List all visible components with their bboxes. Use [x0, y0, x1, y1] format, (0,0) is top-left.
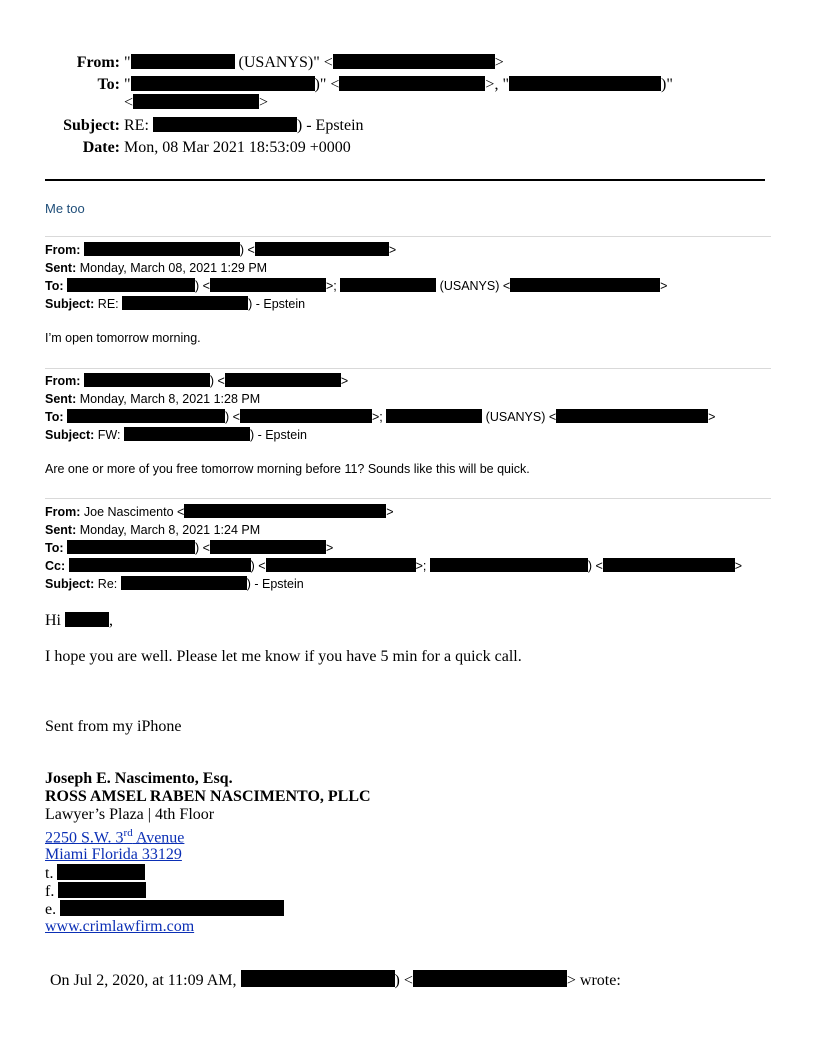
redaction	[153, 117, 297, 132]
redaction	[340, 278, 436, 292]
msg3-sent-from: Sent from my iPhone	[45, 718, 182, 735]
header-to-value: " )" < >, " )"	[124, 76, 673, 93]
redaction	[84, 373, 210, 387]
header-date-label: Date:	[82, 139, 120, 156]
msg2-to-row: To: ) < >; (USANYS) < >	[45, 410, 716, 424]
header-to-row-cont: < >	[124, 94, 269, 111]
signature-email-row: e.	[45, 900, 284, 919]
redaction	[65, 612, 109, 627]
redaction	[603, 558, 735, 572]
redaction	[57, 864, 145, 880]
header-from-label: From:	[76, 54, 120, 71]
message-divider	[45, 498, 771, 499]
redaction	[184, 504, 386, 518]
msg2-body: Are one or more of you free tomorrow morning before 11? Sounds like this will be quick.	[45, 462, 530, 476]
quoted-intro: On Jul 2, 2020, at 11:09 AM, ) < > wrote:	[50, 972, 621, 989]
msg3-to-row: To: ) < >	[45, 541, 334, 555]
redaction	[124, 427, 250, 441]
redaction	[241, 970, 395, 987]
redaction	[60, 900, 284, 916]
redaction	[225, 373, 341, 387]
signature-website-link[interactable]: www.crimlawfirm.com	[45, 918, 195, 935]
redaction	[255, 242, 389, 256]
redaction	[240, 409, 372, 423]
redaction	[131, 76, 315, 91]
redaction	[509, 76, 661, 91]
redaction	[84, 242, 240, 256]
header-from-value: " (USANYS)" < >	[124, 54, 504, 71]
msg1-to-row: To: ) < >; (USANYS) < >	[45, 279, 668, 293]
redaction	[430, 558, 588, 572]
msg3-sent-row: Sent: Monday, March 8, 2021 1:24 PM	[45, 523, 261, 537]
msg2-from-row: From: ) < >	[45, 374, 349, 388]
redaction	[266, 558, 416, 572]
redaction	[58, 882, 146, 898]
redaction	[339, 76, 485, 91]
signature-phone-row: t.	[45, 864, 145, 883]
redaction	[122, 296, 248, 310]
redaction	[386, 409, 482, 423]
redaction	[510, 278, 660, 292]
redaction	[556, 409, 708, 423]
redaction	[210, 278, 326, 292]
msg3-subject-row: Subject: Re: ) - Epstein	[45, 577, 304, 591]
reply-text: Me too	[45, 201, 85, 216]
msg2-sent-row: Sent: Monday, March 8, 2021 1:28 PM	[45, 392, 261, 406]
signature-name: Joseph E. Nascimento, Esq.	[45, 770, 233, 787]
signature-fax-row: f.	[45, 882, 146, 901]
msg3-from-row: From: Joe Nascimento < >	[45, 505, 394, 519]
msg3-body: I hope you are well. Please let me know if you have 5 min for a quick call.	[45, 648, 522, 665]
message-divider	[45, 368, 771, 369]
msg3-greeting: Hi ,	[45, 612, 113, 629]
redaction	[413, 970, 567, 987]
header-divider	[45, 179, 765, 181]
signature-city-link[interactable]: Miami Florida 33129	[45, 846, 182, 863]
message-divider	[45, 236, 771, 237]
msg1-sent-row: Sent: Monday, March 08, 2021 1:29 PM	[45, 261, 268, 275]
redaction	[333, 54, 495, 69]
msg1-subject-row: Subject: RE: ) - Epstein	[45, 297, 306, 311]
header-subject-value: RE: ) - Epstein	[124, 117, 364, 134]
header-date-value: Mon, 08 Mar 2021 18:53:09 +0000	[124, 139, 351, 156]
msg1-body: I’m open tomorrow morning.	[45, 331, 201, 345]
redaction	[67, 409, 225, 423]
signature-address-link[interactable]: 2250 S.W. 3rd Avenue	[45, 827, 185, 847]
signature-office: Lawyer’s Plaza | 4th Floor	[45, 806, 215, 823]
redaction	[133, 94, 259, 109]
header-subject-label: Subject:	[63, 117, 120, 134]
msg3-cc-row: Cc: ) < >; ) < >	[45, 559, 743, 573]
signature-firm: ROSS AMSEL RABEN NASCIMENTO, PLLC	[45, 788, 371, 805]
redaction	[210, 540, 326, 554]
redaction	[67, 540, 195, 554]
msg1-from-row: From: ) < >	[45, 243, 397, 257]
msg2-subject-row: Subject: FW: ) - Epstein	[45, 428, 307, 442]
redaction	[67, 278, 195, 292]
redaction	[121, 576, 247, 590]
redaction	[131, 54, 235, 69]
header-to-label: To:	[97, 76, 120, 93]
redaction	[69, 558, 251, 572]
